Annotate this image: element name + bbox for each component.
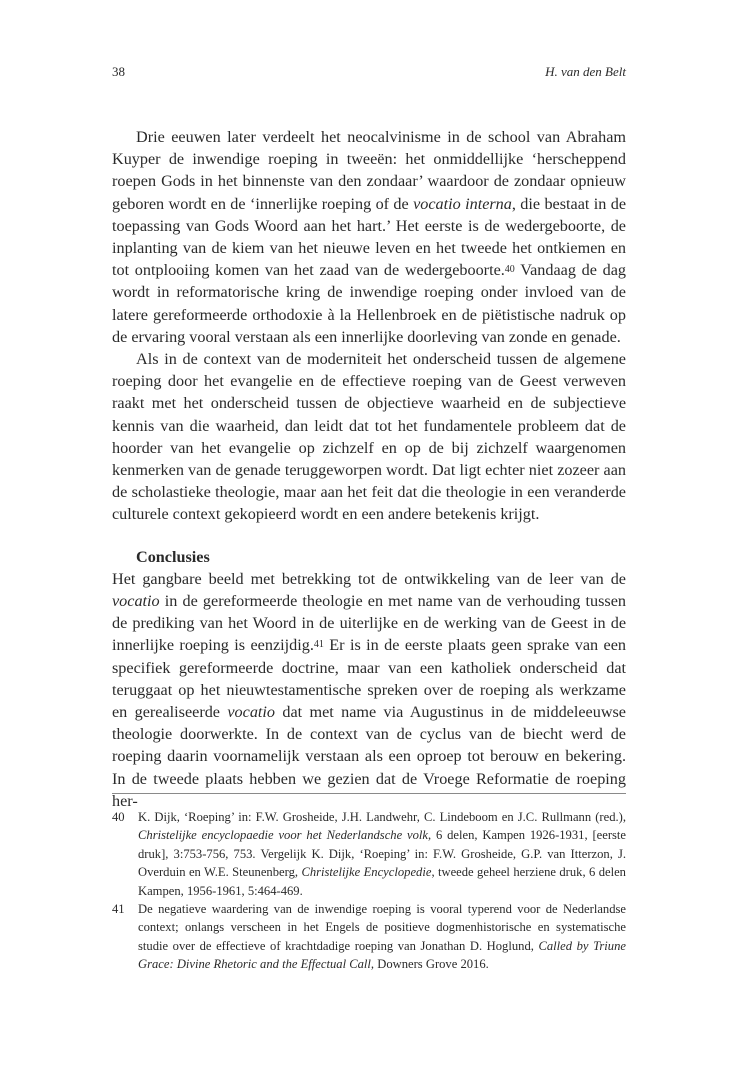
text-run: , die bestaat in de toepassing van Gods Woord aan het hart.’ Het eerste is de wedergeboorte, de inplanting van de kiem van het nieuwe leven en het tweede het ontkiemen en tot ontplooiing komen van het zaad van de wedergeboorte. — [112, 194, 627, 280]
footnotes — [112, 808, 626, 974]
text-run: Drie eeuwen later verdeelt het neocalvinisme in de school van Abraham Kuyper de inwendige roeping in tweeën: het onmiddellijke ‘herscheppend roepen Gods in het binnenste van den zondaar’ waardoor de zondaar opnieuw geboren wordt en de ‘innerlijke roeping of de — [112, 128, 626, 213]
text-run: Het gangbare beeld met betrekking tot de ontwikkeling van de leer van de — [112, 569, 626, 588]
text-run: Er is in de eerste plaats geen sprake van een specifiek gereformeerde doctrine, maar van een katholiek onderscheid dat teruggaat op het nieuwtestamentische spreken over de roeping als werkzame en gerealiseerde — [112, 636, 626, 722]
section-heading-conclusies: Conclusies — [136, 547, 210, 566]
text-run: dat met name via Augustinus in de middeleeuwse theologie doorwerkte. In de context van de cyclus van de biecht werd de roeping daarin voornamelijk verstaan als een oproep tot berouw en bekering. In de tweede plaats hebben we gezien dat de Vroege Reformatie de roeping her- — [112, 703, 626, 810]
text-run: in de gereformeerde theologie en met name van de verhouding tussen de prediking van het Woord in de uiterlijke en de werking van de Geest in de innerlijke roeping is eenzijdig. — [112, 592, 626, 655]
italic-title: Christelijke encyclopaedie voor het Nederlandsche volk — [138, 828, 428, 843]
footnote-number: 40 — [112, 810, 125, 824]
footnote-41 — [112, 900, 626, 974]
footnote-ref-40[interactable]: 40 — [504, 264, 515, 276]
paragraph-conclusies — [112, 568, 626, 812]
footnote-40 — [112, 808, 626, 900]
text-run: Vandaag de dag wordt in reformatorische kring de inwendige roeping onder invloed van de latere gereformeerde orthodoxie à la Hellenbroek en de piëtistische nadruk op de ervaring vooral verstaan als een innerlijke doorleving van zonde en genade. — [112, 261, 626, 346]
running-header — [112, 64, 626, 84]
footnote-separator — [112, 793, 626, 794]
footnote-number: 41 — [112, 902, 125, 917]
text-run: De negatieve waardering van de inwendige roeping is vooral typerend voor de Nederlandse context; onlangs verscheen in het Engels de positieve dogmenhistorische en systematische studie over de effectieve of krachtdadige roeping van Jonathan D. Hoglund, — [138, 902, 626, 953]
paragraph-neocalvinism — [112, 126, 626, 348]
paragraph-modernity: Als in de context van de moderniteit het onderscheid tussen de algemene roeping door het evangelie en de effectieve roeping van de Geest verweven raakt met het onderscheid tussen de objectieve waarheid en de subjectieve kennis van die waarheid, dan leidt dat tot het fundamentele probleem dat de hoorder van het evangelie op zichzelf en op de bij zichzelf waargenomen kenmerken van de genade teruggeworpen wordt. Dat ligt echter niet zozeer aan de scholastieke theologie, maar aan het feit dat die theologie in een veranderde culturele context gekopieerd wordt en een andere betekenis krijgt. — [112, 350, 626, 524]
italic-title: Called by Triune Grace: Divine Rhetoric and the Effectual Call, — [138, 938, 626, 972]
italic-term: vocatio interna — [413, 194, 512, 213]
text-run: K. Dijk, ‘Roeping’ in: F.W. Grosheide, J.H. Landwehr, C. Lindeboom en J.C. Rullmann (red.), — [138, 810, 626, 824]
page-number: 38 — [112, 64, 125, 79]
text-run: , 6 delen, Kampen 1926-1931, [eerste druk], 3:753-756, 753. Vergelijk K. Dijk, ‘Roeping’ in: F.W. Grosheide, G.P. van Itterzon, J. Overduin en W.E. Steunenberg, — [138, 828, 626, 880]
footnote-ref-41[interactable]: 41 — [313, 639, 324, 651]
text-run: Downers Grove 2016. — [374, 957, 489, 972]
italic-term: vocatio — [227, 703, 276, 722]
running-author: H. van den Belt — [545, 64, 626, 79]
italic-term: vocatio — [112, 592, 160, 611]
text-run: , tweede geheel herziene druk, 6 delen Kampen, 1956-1961, 5:464-469. — [138, 865, 626, 898]
italic-title: Christelijke Encyclopedie — [301, 865, 432, 880]
main-text — [112, 126, 626, 812]
